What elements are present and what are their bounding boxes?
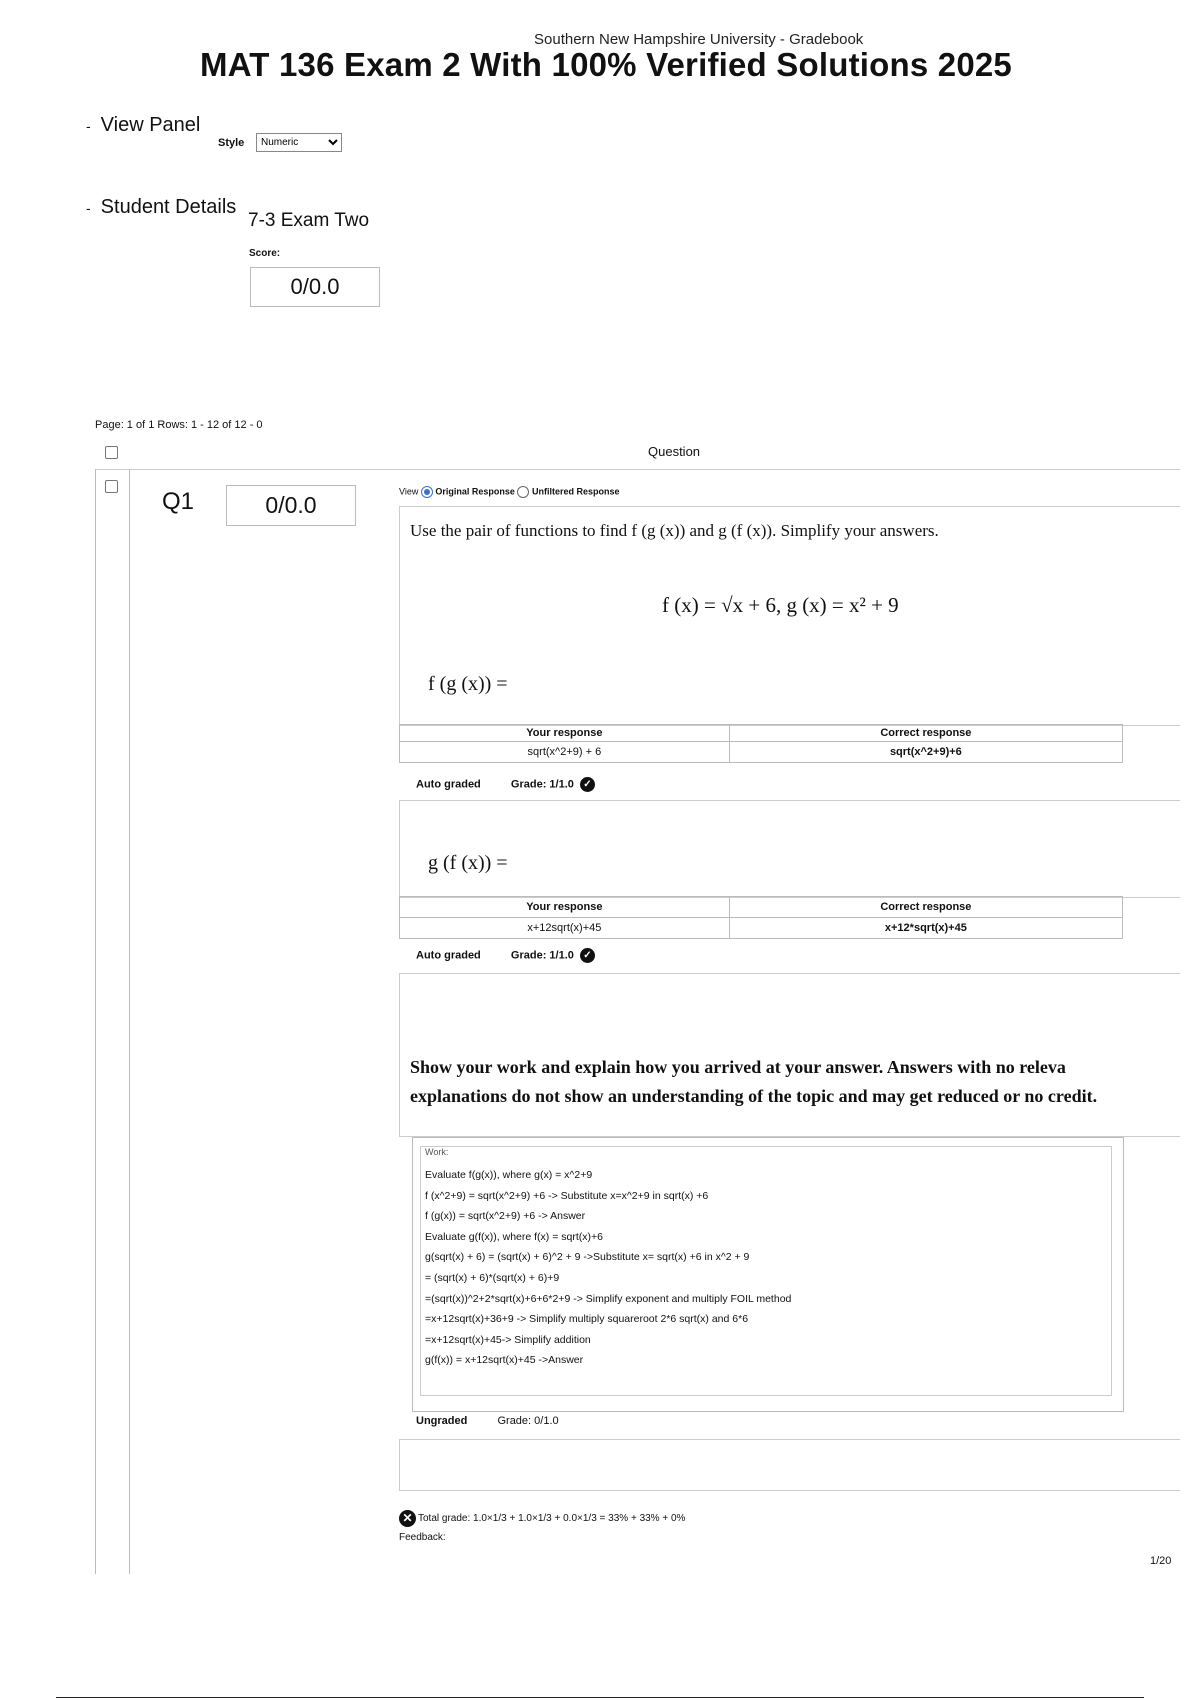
work-line: g(f(x)) = x+12sqrt(x)+45 ->Answer (425, 1354, 584, 1367)
unfiltered-response-radio[interactable] (517, 486, 529, 498)
part1-grading (416, 777, 595, 792)
work-prompt-line2: explanations do not show an understanding of the topic and may get reduced or no credit. (410, 1086, 1098, 1106)
work-graded-status: Ungraded (416, 1415, 468, 1427)
your-response-value: x+12sqrt(x)+45 (400, 918, 730, 939)
work-lines (425, 1165, 791, 1371)
work-line: =x+12sqrt(x)+45-> Simplify addition (425, 1333, 591, 1346)
view-panel-label: View Panel (100, 114, 201, 136)
view-label: View (399, 486, 419, 497)
correct-response-value: x+12*sqrt(x)+45 (729, 918, 1122, 939)
work-line: = (sqrt(x) + 6)*(sqrt(x) + 6)+9 (425, 1271, 560, 1284)
your-response-header: Your response (400, 897, 730, 918)
function-definitions: f (x) = √x + 6, g (x) = x² + 9 (662, 593, 899, 617)
your-response-header: Your response (400, 725, 730, 742)
student-details-label: Student Details (100, 196, 237, 218)
work-line: Evaluate f(g(x)), where g(x) = x^2+9 (425, 1169, 593, 1181)
part2-panel (399, 800, 1180, 898)
style-select[interactable] (256, 133, 342, 152)
question-score: 0/0.0 (226, 485, 356, 526)
feedback-label: Feedback: (399, 1532, 446, 1543)
work-grading (416, 1415, 559, 1427)
question-number: Q1 (162, 488, 195, 515)
part1-graded-status: Auto graded (416, 778, 481, 791)
work-line: f (g(x)) = sqrt(x^2+9) +6 -> Answer (425, 1210, 586, 1223)
checkmark-icon: ✓ (580, 777, 595, 792)
row-checkbox[interactable] (105, 480, 118, 493)
total-grade (399, 1510, 685, 1527)
assignment-name: 7-3 Exam Two (248, 210, 370, 231)
page-title: MAT 136 Exam 2 With 100% Verified Solutions 2025 (200, 46, 1012, 83)
row-border-inner (129, 469, 130, 1574)
row-border-left (95, 469, 96, 1574)
style-label: Style (218, 137, 245, 149)
work-line: f (x^2+9) = sqrt(x^2+9) +6 -> Substitute x=x^2+9 in sqrt(x) +6 (425, 1189, 709, 1202)
correct-response-header: Correct response (729, 725, 1122, 742)
student-details-toggle[interactable] (86, 196, 236, 219)
part2-grade: Grade: 1/1.0 (510, 949, 574, 962)
collapse-icon: - (86, 200, 91, 216)
checkmark-icon: ✓ (580, 948, 595, 963)
correct-response-header: Correct response (729, 897, 1122, 918)
score-value: 0/0.0 (250, 267, 380, 307)
footer-rule (56, 1697, 1144, 1698)
work-prompt-panel (399, 973, 1180, 1137)
work-prompt-line1: Show your work and explain how you arrived at your answer. Answers with no releva (410, 1057, 1066, 1077)
collapse-icon: - (86, 118, 91, 134)
incorrect-icon: ✕ (399, 1510, 416, 1527)
response-view-toggle (399, 486, 619, 498)
part1-label: f (g (x)) = (428, 673, 508, 695)
work-heading: Work: (425, 1147, 449, 1157)
column-header-question: Question (648, 444, 701, 459)
your-response-value: sqrt(x^2+9) + 6 (400, 742, 730, 763)
view-panel-toggle[interactable] (86, 114, 200, 137)
original-response-label: Original Response (435, 486, 515, 497)
correct-response-value: sqrt(x^2+9)+6 (729, 742, 1122, 763)
total-grade-text: Total grade: 1.0×1/3 + 1.0×1/3 + 0.0×1/3 = 33% + 33% + 0% (418, 1513, 686, 1525)
pagination-info: Page: 1 of 1 Rows: 1 - 12 of 12 - 0 (95, 419, 263, 431)
part2-grading (416, 948, 595, 963)
comment-box[interactable] (399, 1439, 1180, 1491)
work-line: =x+12sqrt(x)+36+9 -> Simplify multiply squareroot 2*6 sqrt(x) and 6*6 (425, 1313, 749, 1326)
header-divider (96, 469, 1180, 470)
part2-label: g (f (x)) = (428, 852, 508, 874)
unfiltered-response-label: Unfiltered Response (531, 486, 620, 497)
work-line: =(sqrt(x))^2+2*sqrt(x)+6+6*2+9 -> Simplify exponent and multiply FOIL method (425, 1292, 792, 1305)
part2-response-table (399, 896, 1123, 939)
work-line: Evaluate g(f(x)), where f(x) = sqrt(x)+6 (425, 1230, 603, 1243)
score-label: Score: (249, 248, 281, 259)
part1-grade: Grade: 1/1.0 (510, 778, 574, 791)
question-prompt: Use the pair of functions to find f (g (x)) and g (f (x)). Simplify your answers. (410, 521, 939, 540)
work-response-box (420, 1146, 1112, 1396)
work-line: g(sqrt(x) + 6) = (sqrt(x) + 6)^2 + 9 ->Substitute x= sqrt(x) +6 in x^2 + 9 (425, 1251, 750, 1264)
part2-graded-status: Auto graded (416, 949, 481, 962)
site-name: Southern New Hampshire University - Gradebook (534, 31, 864, 48)
original-response-radio[interactable] (421, 486, 433, 498)
work-grade: Grade: 0/1.0 (497, 1415, 559, 1427)
part1-response-table (399, 724, 1123, 763)
select-all-checkbox[interactable] (105, 446, 118, 459)
page-number: 1/20 (1150, 1555, 1172, 1567)
